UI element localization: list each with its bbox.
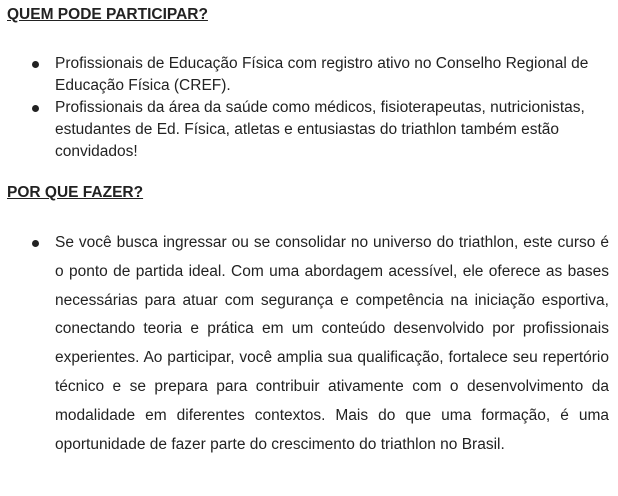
list-item-course-description: Se você busca ingressar ou se consolidar no universo do triathlon, este curso é o ponto de partida ideal. Com uma abordagem acessível, ele oferece as bases necessárias para atuar com segurança e competência na iniciação esportiva, conectando teoria e prática em um conteúdo desenvolvido por profissionais experientes. Ao participar, você amplia sua qualificação, fortalece seu repertório técnico e se prepara para contribuir ativamente com o desenvolvimento da modalidade em diferentes contextos. Mais do que uma formação, é uma oportunidade de fazer parte do crescimento do triathlon no Brasil. — [0, 229, 618, 459]
why-do-it-list — [0, 229, 618, 459]
section-heading-why-do-it: POR QUE FAZER? — [7, 184, 144, 201]
section-heading-who-can-participate: QUEM PODE PARTICIPAR? — [7, 6, 208, 23]
who-can-participate-list — [0, 53, 618, 163]
list-item-health-professionals: Profissionais da área da saúde como médicos, fisioterapeutas, nutricionistas, estudantes de Ed. Física, atletas e entusiastas do triathlon também estão convidados! — [0, 97, 618, 163]
list-item-cref-professionals: Profissionais de Educação Física com registro ativo no Conselho Regional de Educação Física (CREF). — [0, 53, 618, 97]
